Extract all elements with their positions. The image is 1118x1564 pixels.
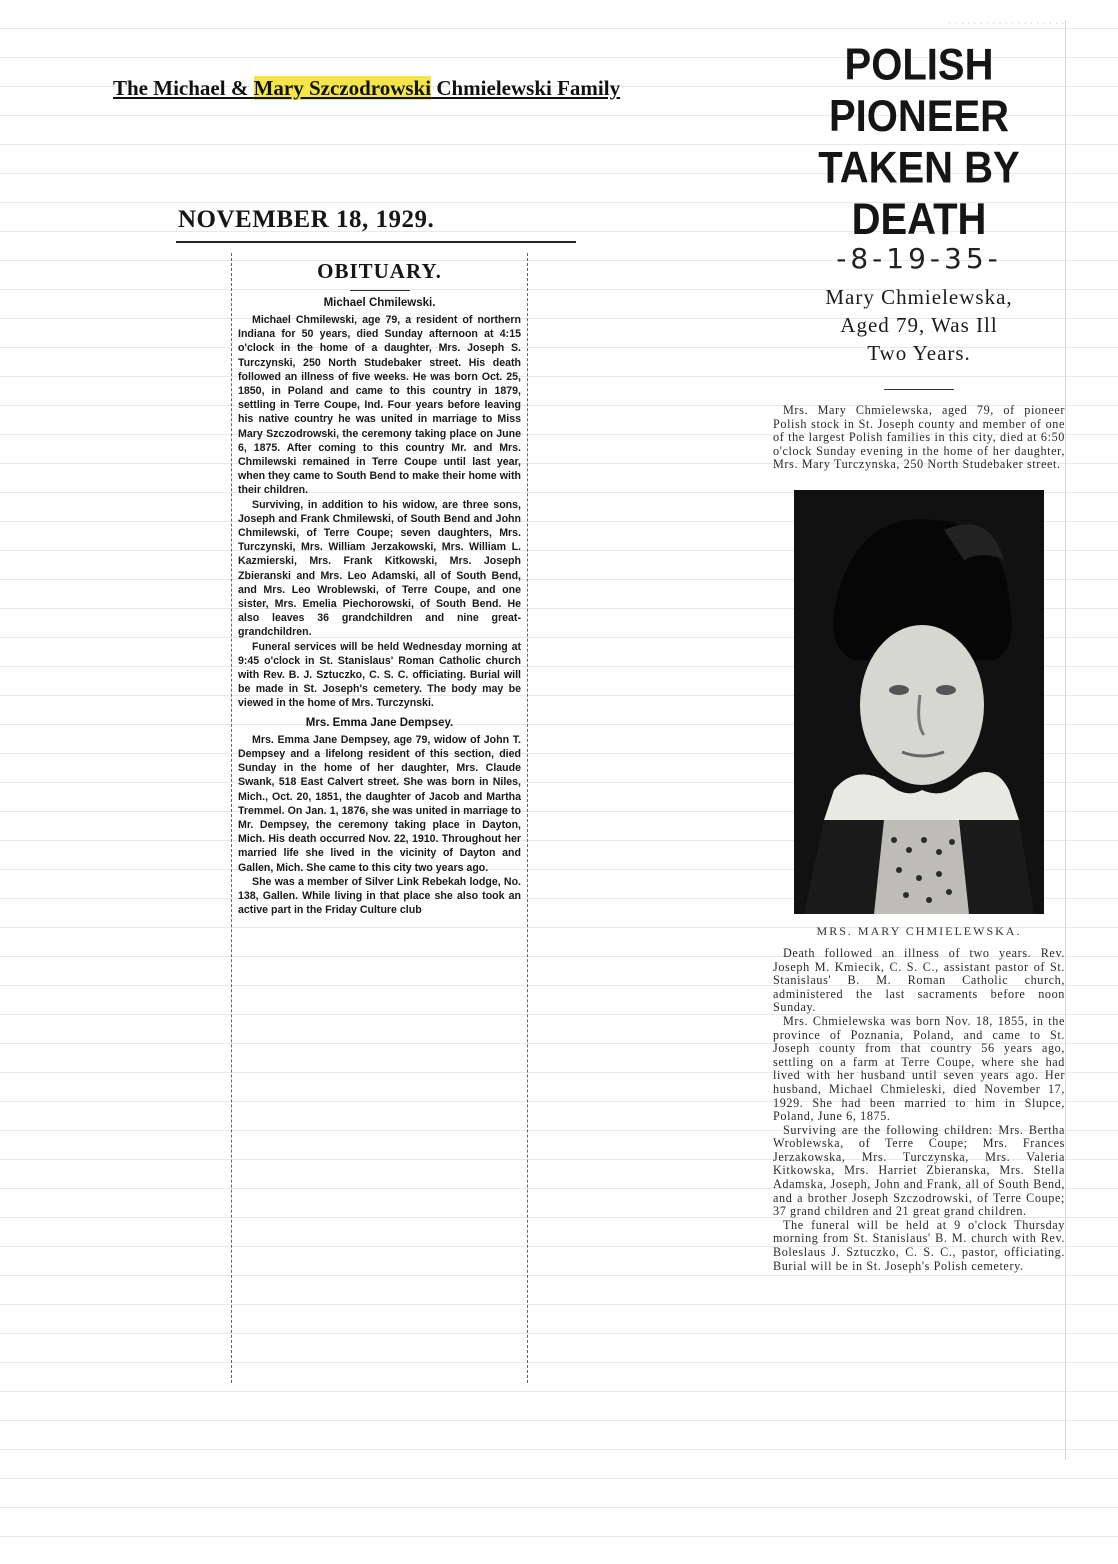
dateline-rule	[176, 241, 576, 243]
photo-caption: MRS. MARY CHMIELEWSKA.	[816, 923, 1022, 938]
obituary-clipping-1935	[773, 20, 1066, 1460]
emma-paragraph: She was a member of Silver Link Rebekah lodge, No. 138, Gallen. While living in that place she also took an active part in the Friday Culture club	[238, 875, 521, 917]
handwritten-date: -8-19-35-	[836, 242, 1002, 275]
michael-name-heading: Michael Chmilewski.	[323, 297, 436, 309]
emma-name-heading: Mrs. Emma Jane Dempsey.	[305, 716, 454, 729]
subhead-line-3: Two Years.	[867, 341, 971, 365]
headline-line-1: POLISH PIONEER	[828, 40, 1010, 141]
title-pre: The Michael &	[113, 76, 254, 100]
michael-paragraph: Funeral services will be held Wednesday morning at 9:45 o'clock in St. Stanislaus' Roman Catholic church with Rev. B. J. Sztuczko, C. S. C. officiating. Burial will be made in St. Joseph's cemetery. The body may be viewed in the home of Mrs. Turczynski.	[238, 640, 521, 710]
michael-paragraph: Michael Chmilewski, age 79, a resident of northern Indiana for 50 years, died Sunday afternoon at 4:15 o'clock in the home of a daughter, Mrs. Joseph S. Turczynski, 250 North Studebaker street. His death followed an illness of five weeks. He was born Oct. 25, 1850, in Poland and came to this country in 1879, settling in Terre Coupe, Ind. Four years before leaving his native country he was united in marriage to Miss Mary Szczodrowski, the ceremony taking place on June 6, 1875. After coming to this country Mr. and Mrs. Chmilewski remained in Terre Coupe until last year, when they came to South Bend to make their home with their children.	[238, 314, 521, 497]
obituary-clipping-1929	[176, 203, 576, 1383]
headline-line-2: TAKEN BY DEATH	[818, 143, 1020, 244]
divider	[884, 389, 954, 390]
masthead-strip: · · · · · · · · · · · · · · · · · · ·	[948, 20, 1065, 27]
divider	[350, 290, 410, 291]
body-paragraph: Mrs. Chmielewska was born Nov. 18, 1855, in the province of Poznania, Poland, and came to St. Joseph county from that country 56 years ago, settling on a farm at Terre Coupe, where she had lived with her husband until seven years ago. Her husband, Michael Chmieleski, died November 17, 1929. She had been married to him in Slupce, Poland, June 6, 1875.	[773, 1013, 1065, 1124]
emma-paragraph: Mrs. Emma Jane Dempsey, age 79, widow of John T. Dempsey and a lifelong resident of this section, died Sunday in the home of her daughter, Mrs. Claude Swank, 518 East Calvert street. She was born in Niles, Mich., Oct. 20, 1851, the daughter of Jacob and Martha Tremmel. On Jan. 1, 1876, she was united in marriage to Mr. Dempsey, the ceremony taking place in Dayton, Mich. His death occurred Nov. 22, 1910. Throughout her married life she lived in the vicinity of Dayton and Gallen, Mich. She came to this city two years ago.	[238, 733, 521, 874]
portrait-image	[794, 490, 1044, 914]
page-title	[113, 76, 620, 101]
intro-paragraph: Mrs. Mary Chmielewska, aged 79, of pioneer Polish stock in St. Joseph county and member of one of the largest Polish families in this city, died at 6:50 o'clock Sunday evening in the home of her daughter, Mrs. Mary Turczynska, 250 North Studebaker street.	[773, 403, 1065, 472]
subhead-line-1: Mary Chmielewska,	[825, 285, 1013, 309]
headline	[773, 39, 1065, 245]
title-post: Chmielewski Family	[431, 76, 621, 100]
body-paragraph: Surviving are the following children: Mrs. Bertha Wroblewska, of Terre Coupe; Mrs. Frances Jerzakowska, Mrs. Turczynska, Mrs. Valeria Kitkowska, Mrs. Harriet Zbieranska, Mrs. Stella Adamska, Joseph, John and Frank, all of South Bend, and a brother Joseph Szczodrowski, of Terre Coupe; 37 grand children and 21 great grand children.	[773, 1122, 1065, 1219]
michael-paragraph: Surviving, in addition to his widow, are three sons, Joseph and Frank Chmilewski, of South Bend and John Chmilewski, of Terre Coupe; seven daughters, Mrs. Turczynski, Mrs. William Jerzakowski, Mrs. William L. Kazmierski, Mrs. Frank Kitkowski, Mrs. Joseph Zbieranski and Mrs. Leo Adamski, all of South Bend, and Mrs. Leo Wroblewski, of Terre Coupe, and one sister, Mrs. Emelia Piechorowski, of South Bend. He also leaves 36 grandchildren and nine great-grandchildren.	[238, 498, 521, 639]
title-highlight: Mary Szczodrowski	[253, 76, 432, 100]
subhead	[773, 283, 1065, 367]
body-paragraph: Death followed an illness of two years. Rev. Joseph M. Kmiecik, C. S. C., assistant pastor of St. Stanislaus' B. M. Roman Catholic church, administered the last sacraments before noon Sunday.	[773, 945, 1065, 1015]
portrait-photo	[794, 490, 1044, 914]
obituary-heading: OBITUARY.	[317, 259, 442, 283]
clipping-dateline: NOVEMBER 18, 1929.	[178, 206, 435, 233]
subhead-line-2: Aged 79, Was Ill	[840, 313, 998, 337]
body-paragraph: The funeral will be held at 9 o'clock Thursday morning from St. Stanislaus' B. M. church with Rev. Boleslaus J. Sztuczko, C. S. C., pastor, officiating. Burial will be in St. Joseph's Polish cemetery.	[773, 1217, 1065, 1273]
obituary-column	[231, 253, 528, 1383]
